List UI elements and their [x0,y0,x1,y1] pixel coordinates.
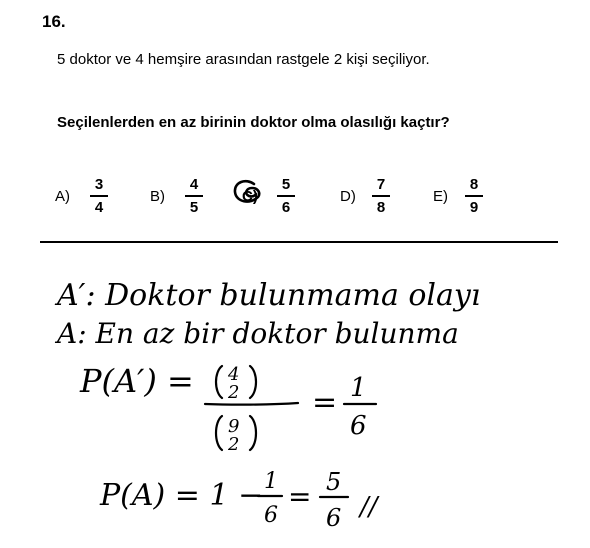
p-a-label: P(A) = 1 − [100,478,264,513]
solution-line-complement: A′: Doktor bulunmama olayı [57,278,481,313]
binom-paren-right-icon [250,416,256,450]
option-letter: C) [242,188,258,205]
question-prompt: Seçilenlerden en az birinin doktor olma olasılığı kaçtır? [57,114,450,131]
binom-paren-left-icon [216,366,222,398]
p-complement-label: P(A′) = [80,362,194,400]
fraction-numerator: 7 [376,176,386,193]
subtract-numerator: 1 [264,469,278,494]
option-letter: A) [55,188,70,205]
fraction-numerator: 4 [189,176,199,193]
end-mark: // [360,492,378,522]
result-numerator: 1 [350,373,367,403]
question-number: 16. [42,12,66,31]
final-numerator: 5 [326,468,342,496]
fraction-numerator: 8 [469,176,479,193]
fraction-denominator: 5 [189,199,199,216]
fraction-denominator: 4 [94,199,104,216]
equals-sign: = [312,385,338,420]
binom-bottom-k: 2 [228,434,240,455]
option-letter: D) [340,188,356,205]
option-letter: B) [150,188,165,205]
binom-paren-left-icon [216,416,222,450]
binom-paren-right-icon [250,366,256,398]
fraction-numerator: 5 [281,176,291,193]
equals-sign-2: = [288,480,312,513]
fraction-denominator: 9 [469,199,479,216]
final-denominator: 6 [326,504,342,532]
fraction-denominator: 8 [376,199,386,216]
fraction-numerator: 3 [94,176,104,193]
binom-bottom-n: 9 [228,416,240,437]
fraction-denominator: 6 [281,199,291,216]
result-denominator: 6 [350,411,367,441]
solution-line-event: A: En az bir doktor bulunma [57,317,459,350]
binom-top-k: 2 [228,382,240,403]
binom-top-n: 4 [228,364,240,385]
fraction-bar-main [205,403,298,405]
subtract-denominator: 6 [264,503,278,528]
option-letter: E) [433,188,448,205]
question-stem: 5 doktor ve 4 hemşire arasından rastgele 2 kişi seçiliyor. [57,51,430,68]
